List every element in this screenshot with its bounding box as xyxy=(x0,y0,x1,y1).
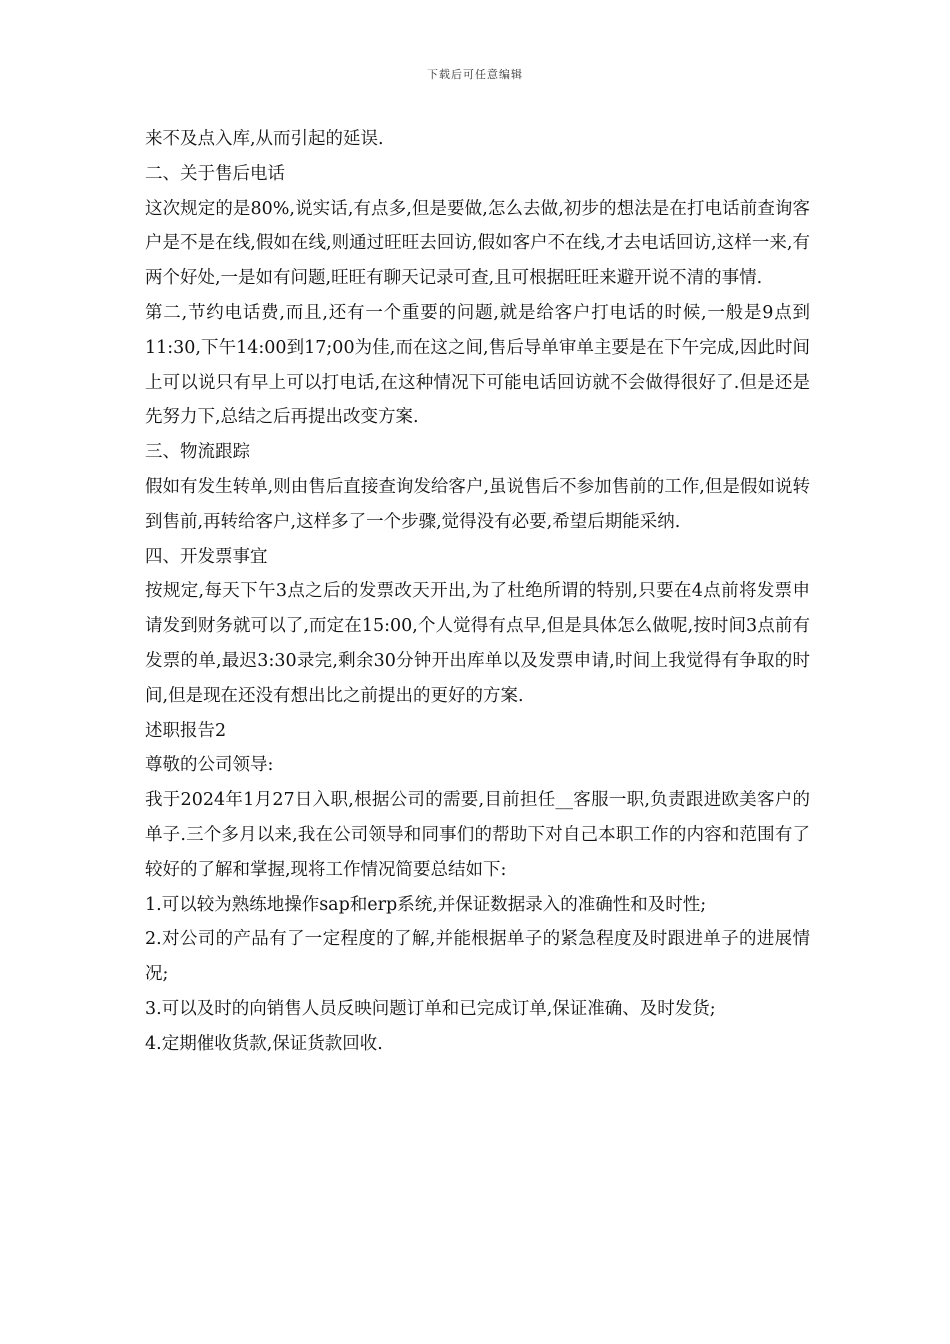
paragraph-continuation: 来不及点入库,从而引起的延误. xyxy=(145,129,384,149)
paragraph-logistics: 假如有发生转单,则由售后直接查询发给客户,虽说售后不参加售前的工作,但是假如说转到售前,再转给客户,这样多了一个步骤,觉得没有必要,希望后期能采纳. xyxy=(145,476,810,532)
list-item-2: 2.对公司的产品有了一定程度的了解,并能根据单子的紧急程度及时跟进单子的进展情况; xyxy=(145,929,810,985)
report-title: 述职报告2 xyxy=(145,720,227,741)
paragraph-phone-cost: 第二,节约电话费,而且,还有一个重要的问题,就是给客户打电话的时候,一般是9点到11:30,下午14:00到17;00为佳,而在这之间,售后导单审单主要是在下午完成,因此时间上可以说只有早上可以打电话,在这种情况下可能电话回访就不会做得很好了.但是还是先努力下,总结之后再提出改变方案. xyxy=(145,302,810,428)
section-heading-after-sales-phone: 二、关于售后电话 xyxy=(145,163,285,184)
list-item-1: 1.可以较为熟练地操作sap和erp系统,并保证数据录入的准确性和及时性; xyxy=(145,894,707,915)
section-heading-logistics: 三、物流跟踪 xyxy=(145,442,250,463)
list-item-4: 4.定期催收货款,保证货款回收. xyxy=(145,1033,383,1054)
paragraph-intro: 我于2024年1月27日入职,根据公司的需要,目前担任__客服一职,负责跟进欧美客户的单子.三个多月以来,我在公司领导和同事们的帮助下对自己本职工作的内容和范围有了较好的了解和掌握,现将工作情况简要总结如下: xyxy=(145,790,810,880)
salutation: 尊敬的公司领导: xyxy=(145,755,274,776)
page-header-note: 下载后可任意编辑 xyxy=(427,68,523,81)
paragraph-phone-rule: 这次规定的是80%,说实话,有点多,但是要做,怎么去做,初步的想法是在打电话前查询客户是不是在线,假如在线,则通过旺旺去回访,假如客户不在线,才去电话回访,这样一来,有两个好处,一是如有问题,旺旺有聊天记录可查,且可根据旺旺来避开说不清的事情. xyxy=(145,198,810,289)
document-body xyxy=(145,122,810,1062)
section-heading-invoice: 四、开发票事宜 xyxy=(145,546,268,567)
paragraph-invoice: 按规定,每天下午3点之后的发票改天开出,为了杜绝所谓的特别,只要在4点前将发票申请发到财务就可以了,而定在15:00,个人觉得有点早,但是具体怎么做呢,按时间3点前有发票的单,最迟3:30录完,剩余30分钟开出库单以及发票申请,时间上我觉得有争取的时间,但是现在还没有想出比之前提出的更好的方案. xyxy=(145,581,810,706)
list-item-3: 3.可以及时的向销售人员反映问题订单和已完成订单,保证准确、及时发货; xyxy=(145,998,716,1019)
